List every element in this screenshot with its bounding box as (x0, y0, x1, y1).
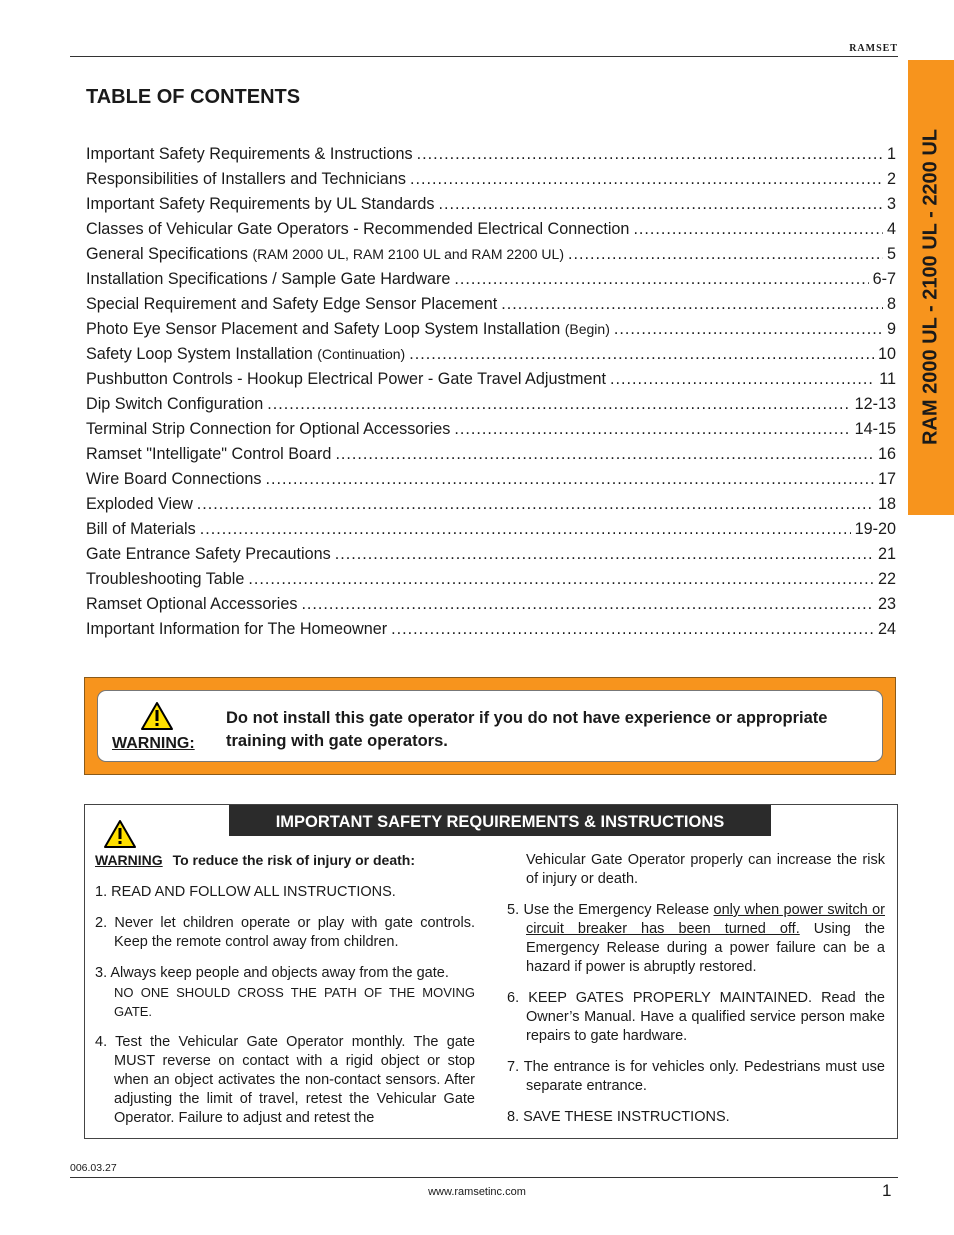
warning-intro-text: To reduce the risk of injury or death: (172, 852, 416, 868)
warning-message: Do not install this gate operator if you do not have experience or appropriate training with gate operators. (226, 709, 828, 750)
toc-entry-title (86, 320, 610, 339)
toc-entry-page: 17 (877, 470, 896, 488)
warning-triangle-icon (103, 819, 137, 849)
document-code: 006.03.27 (70, 1162, 117, 1174)
toc-entry-title-text: Wire Board Connections (86, 470, 262, 488)
toc-entry-page: 21 (877, 545, 896, 563)
toc-entry-title-text: Responsibilities of Installers and Technicians (86, 170, 407, 188)
instruction-5-underlined: only when power switch or circuit breaker has been turned off. (526, 902, 885, 937)
toc-dot-leader (610, 370, 875, 389)
warning-triangle-icon (140, 701, 174, 731)
toc-entry-page: 12-13 (854, 395, 896, 413)
toc-entry (86, 320, 896, 345)
toc-entry-title (86, 245, 564, 264)
toc-entry-title (86, 545, 331, 564)
toc-entry-title (86, 195, 435, 214)
instruction-7: 7. The entrance is for vehicles only. Pedestrians must use separate entrance. (507, 1059, 885, 1094)
toc-dot-leader (439, 195, 883, 214)
toc-entry-page: 5 (886, 245, 896, 263)
toc-entry-title-text: Pushbutton Controls - Hookup Electrical Power - Gate Travel Adjustment (86, 370, 607, 388)
side-tab (908, 60, 954, 515)
instruction-4-continued: Vehicular Gate Operator properly can increase the risk of injury or death. (526, 852, 885, 887)
toc-entry-page: 2 (886, 170, 896, 188)
toc-entry-page: 9 (886, 320, 896, 338)
toc-dot-leader (301, 595, 874, 614)
toc-entry-title-text: Exploded View (86, 495, 193, 513)
toc-dot-leader (409, 345, 874, 364)
toc-entry-page: 1 (886, 145, 896, 163)
toc-entry-title (86, 270, 450, 289)
warning-word: WARNING (95, 852, 163, 868)
toc-entry (86, 195, 896, 220)
safety-header: IMPORTANT SAFETY REQUIREMENTS & INSTRUCTIONS (229, 805, 771, 836)
side-tab-text: RAM 2000 UL - 2100 UL - 2200 UL (919, 128, 942, 446)
toc-entry-title (86, 570, 244, 589)
toc-dot-leader (200, 520, 851, 539)
toc-entry-title-text: Special Requirement and Safety Edge Sensor Placement (86, 295, 498, 313)
toc-entry (86, 395, 896, 420)
warning-label: WARNING: (112, 735, 195, 752)
toc-dot-leader (568, 245, 883, 264)
toc-entry-subtitle: (Continuation) (317, 346, 406, 362)
toc-entry-title-text: Important Information for The Homeowner (86, 620, 388, 638)
toc-entry-page: 8 (886, 295, 896, 313)
toc-dot-leader (267, 395, 850, 414)
instruction-5-start: 5. Use the Emergency Release (507, 902, 710, 918)
bottom-divider (70, 1177, 898, 1178)
toc-entry-title (86, 445, 331, 464)
toc-entry (86, 370, 896, 395)
toc-entry-title-text: Safety Loop System Installation (86, 345, 313, 363)
toc-dot-leader (417, 145, 883, 164)
toc-dot-leader (197, 495, 874, 514)
toc-entry-page: 10 (877, 345, 896, 363)
toc-dot-leader (454, 270, 868, 289)
toc-entry (86, 545, 896, 570)
toc-entry-subtitle: (RAM 2000 UL, RAM 2100 UL and RAM 2200 UL) (252, 246, 564, 262)
toc-entry-page: 18 (877, 495, 896, 513)
warning-box (84, 677, 896, 775)
toc-entry-title (86, 470, 261, 489)
toc-entry-title (86, 295, 497, 314)
instruction-1: 1. READ AND FOLLOW ALL INSTRUCTIONS. (95, 884, 396, 900)
toc-dot-leader (501, 295, 883, 314)
toc-entry-page: 3 (886, 195, 896, 213)
safety-left-column (95, 851, 475, 1140)
brand-name: RAMSET (849, 43, 898, 54)
toc-dot-leader (248, 570, 874, 589)
instruction-3-text: 3. Always keep people and objects away from the gate. (95, 965, 449, 981)
toc-entry-title-text: Photo Eye Sensor Placement and Safety Loop System Installation (86, 320, 561, 338)
toc-entry (86, 245, 896, 270)
instruction-4: 4. Test the Vehicular Gate Operator monthly. The gate MUST reverse on contact with a rigid object or stop when an object activates the non-contact sensors. After adjusting the limit of travel, retest the Vehicular Gate Operator. Failure to adjust and retest the (95, 1034, 475, 1126)
toc-entry-title-text: Terminal Strip Connection for Optional Accessories (86, 420, 451, 438)
toc-entry-title-text: Bill of Materials (86, 520, 196, 538)
toc-entry-title (86, 220, 629, 239)
instruction-5 (507, 901, 885, 977)
toc-dot-leader (335, 545, 874, 564)
toc-entry-title-text: Installation Specifications / Sample Gate Hardware (86, 270, 451, 288)
toc-dot-leader (410, 170, 883, 189)
toc-entry-title-text: Classes of Vehicular Gate Operators - Recommended Electrical Connection (86, 220, 630, 238)
toc-entry-title (86, 170, 406, 189)
toc-entry-page: 16 (877, 445, 896, 463)
toc-entry-page: 11 (879, 370, 896, 388)
safety-instructions-box (84, 804, 898, 1139)
toc-entry (86, 520, 896, 545)
toc-entry (86, 595, 896, 620)
toc-heading: TABLE OF CONTENTS (86, 86, 301, 108)
toc-entry-title-text: General Specifications (86, 245, 248, 263)
toc-entry-page: 4 (886, 220, 896, 238)
toc-entry (86, 345, 896, 370)
toc-entry (86, 220, 896, 245)
toc-entry-page: 6-7 (872, 270, 896, 288)
safety-right-column (507, 851, 885, 1139)
toc-dot-leader (391, 620, 874, 639)
toc-entry-page: 23 (877, 595, 896, 613)
toc-entry-title-text: Ramset "Intelligate" Control Board (86, 445, 332, 463)
top-divider (70, 56, 898, 57)
toc-entry-title (86, 595, 297, 614)
toc-entry-title-text: Ramset Optional Accessories (86, 595, 298, 613)
instruction-6: 6. KEEP GATES PROPERLY MAINTAINED. Read the Owner’s Manual. Have a qualified service person make repairs to gate hardware. (507, 990, 885, 1044)
toc-entry-title (86, 620, 387, 639)
toc-entry-page: 14-15 (854, 420, 896, 438)
toc-entry (86, 495, 896, 520)
toc-entry (86, 445, 896, 470)
toc-entry (86, 470, 896, 495)
toc-entry-title-text: Dip Switch Configuration (86, 395, 264, 413)
toc-entry-title-text: Important Safety Requirements & Instructions (86, 145, 413, 163)
instruction-5-end: Using the Emergency Release during a power failure can be a hazard if power is abruptly restored. (526, 921, 885, 975)
toc-entry-page: 19-20 (854, 520, 896, 538)
toc-dot-leader (335, 445, 874, 464)
instruction-3 (95, 964, 475, 1021)
toc-dot-leader (265, 470, 874, 489)
toc-dot-leader (454, 420, 850, 439)
toc-entry-title (86, 520, 196, 539)
safety-warning-intro (95, 851, 475, 870)
toc-entry (86, 420, 896, 445)
toc-entry (86, 570, 896, 595)
toc-entry-title (86, 145, 413, 164)
toc-entry-title (86, 370, 606, 389)
toc-entry-page: 24 (877, 620, 896, 638)
toc-dot-leader (614, 320, 883, 339)
page-number: 1 (882, 1181, 892, 1200)
warning-inner-panel (97, 690, 883, 762)
toc-dot-leader (633, 220, 883, 239)
instruction-3-caps: NO ONE SHOULD CROSS THE PATH OF THE MOVING GATE. (114, 985, 475, 1019)
toc-entry (86, 620, 896, 645)
toc-list (86, 145, 896, 645)
toc-entry-title (86, 395, 263, 414)
toc-entry (86, 295, 896, 320)
toc-entry-title-text: Gate Entrance Safety Precautions (86, 545, 331, 563)
toc-entry (86, 270, 896, 295)
toc-entry-title (86, 420, 450, 439)
toc-entry-title (86, 495, 193, 514)
toc-entry-title-text: Important Safety Requirements by UL Standards (86, 195, 435, 213)
toc-entry-subtitle: (Begin) (564, 321, 610, 337)
toc-entry (86, 170, 896, 195)
instruction-8: 8. SAVE THESE INSTRUCTIONS. (507, 1109, 730, 1125)
instruction-2: 2. Never let children operate or play with gate controls. Keep the remote control away from children. (95, 915, 475, 950)
toc-entry-title (86, 345, 405, 364)
footer-url: www.ramsetinc.com (428, 1186, 526, 1198)
toc-entry-title-text: Troubleshooting Table (86, 570, 245, 588)
toc-entry-page: 22 (877, 570, 896, 588)
toc-entry (86, 145, 896, 170)
